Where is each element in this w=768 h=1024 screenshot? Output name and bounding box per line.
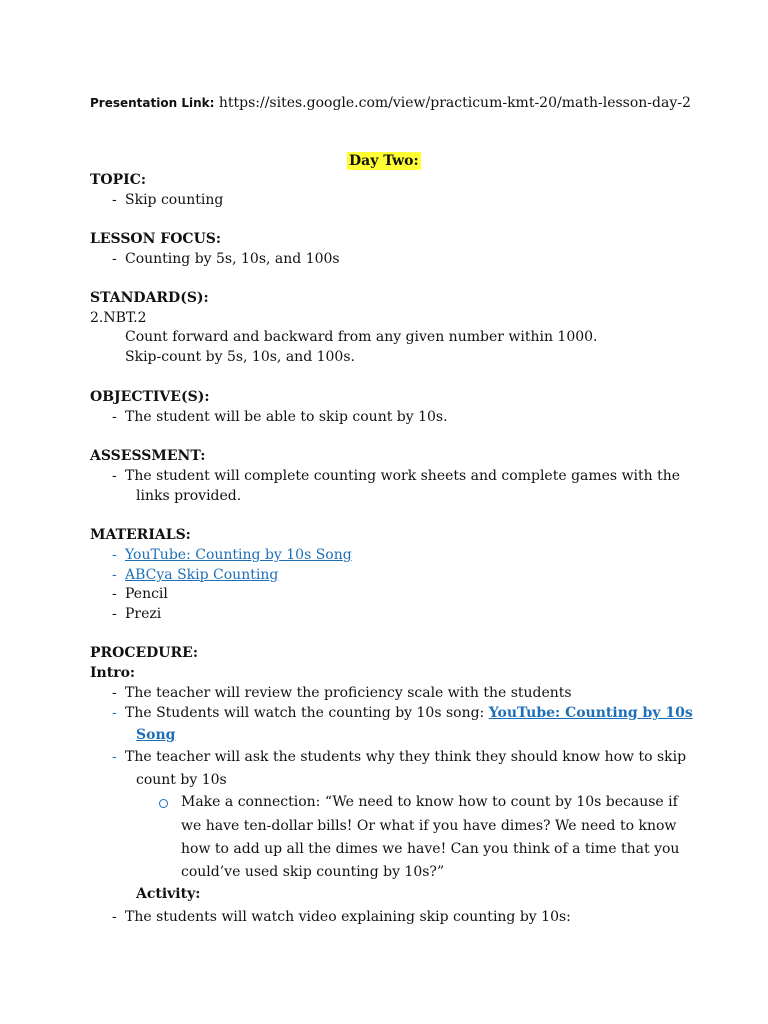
dash-icon: - [112,586,117,602]
procedure-heading: PROCEDURE: [90,645,198,661]
abcya-link[interactable]: ABCya Skip Counting [125,567,279,583]
material-item: Pencil [125,586,168,602]
presentation-url[interactable]: https://sites.google.com/view/practicum-kmt-20/math-lesson-day-2 [218,95,691,111]
youtube-song-link[interactable]: YouTube: Counting by 10s Song [125,547,352,563]
assessment-heading: ASSESSMENT: [90,448,206,464]
standard-line: Skip-count by 5s, 10s, and 100s. [125,349,355,365]
presentation-label: Presentation Link: [90,96,215,110]
sub-item-line: how to add up all the dimes we have! Can you think of a time that you [181,841,680,857]
dash-icon: - [112,468,117,484]
sub-item-line: Make a connection: “We need to know how to count by 10s because if [181,794,678,810]
standard-heading: STANDARD(S): [90,290,209,306]
lesson-focus-item: Counting by 5s, 10s, and 100s [125,251,340,267]
dash-icon: - [112,192,117,208]
circle-bullet-icon [159,799,168,808]
dash-icon: - [112,606,117,622]
procedure-item-line: The teacher will ask the students why they think they should know how to skip [125,749,687,765]
youtube-song-inline-link-cont[interactable]: Song [136,727,176,743]
presentation-line [90,94,691,113]
material-item: Prezi [125,606,162,622]
sub-item-line: we have ten-dollar bills! Or what if you have dimes? We need to know [181,818,677,834]
dash-icon: - [112,251,117,267]
standard-line: Count forward and backward from any given number within 1000. [125,329,598,345]
procedure-item [125,704,693,723]
dash-icon: - [112,409,117,425]
objective-heading: OBJECTIVE(S): [90,389,210,405]
topic-heading: TOPIC: [90,172,146,188]
dash-icon: - [112,909,117,925]
materials-heading: MATERIALS: [90,527,191,543]
procedure-item: The teacher will review the proficiency scale with the students [125,685,572,701]
standard-code: 2.NBT.2 [90,310,147,326]
intro-label: Intro: [90,665,136,681]
dash-icon: - [112,567,117,583]
procedure-item-text: The Students will watch the counting by 10s song: [125,705,489,721]
procedure-item-line: count by 10s [136,772,227,788]
sub-item-line: could’ve used skip counting by 10s?” [181,864,445,880]
day-title-text: Day Two: [349,153,419,169]
assessment-item-line: The student will complete counting work sheets and complete games with the [125,468,681,484]
dash-icon: - [112,705,117,721]
activity-label: Activity: [136,886,201,902]
topic-item: Skip counting [125,192,224,208]
dash-icon: - [112,685,117,701]
dash-icon: - [112,749,117,765]
objective-item: The student will be able to skip count by 10s. [125,409,448,425]
assessment-item-line: links provided. [136,488,242,504]
lesson-focus-heading: LESSON FOCUS: [90,231,222,247]
youtube-song-inline-link[interactable]: YouTube: Counting by 10s [488,705,693,721]
day-title [347,152,421,171]
dash-icon: - [112,547,117,563]
procedure-item: The students will watch video explaining skip counting by 10s: [125,909,571,925]
